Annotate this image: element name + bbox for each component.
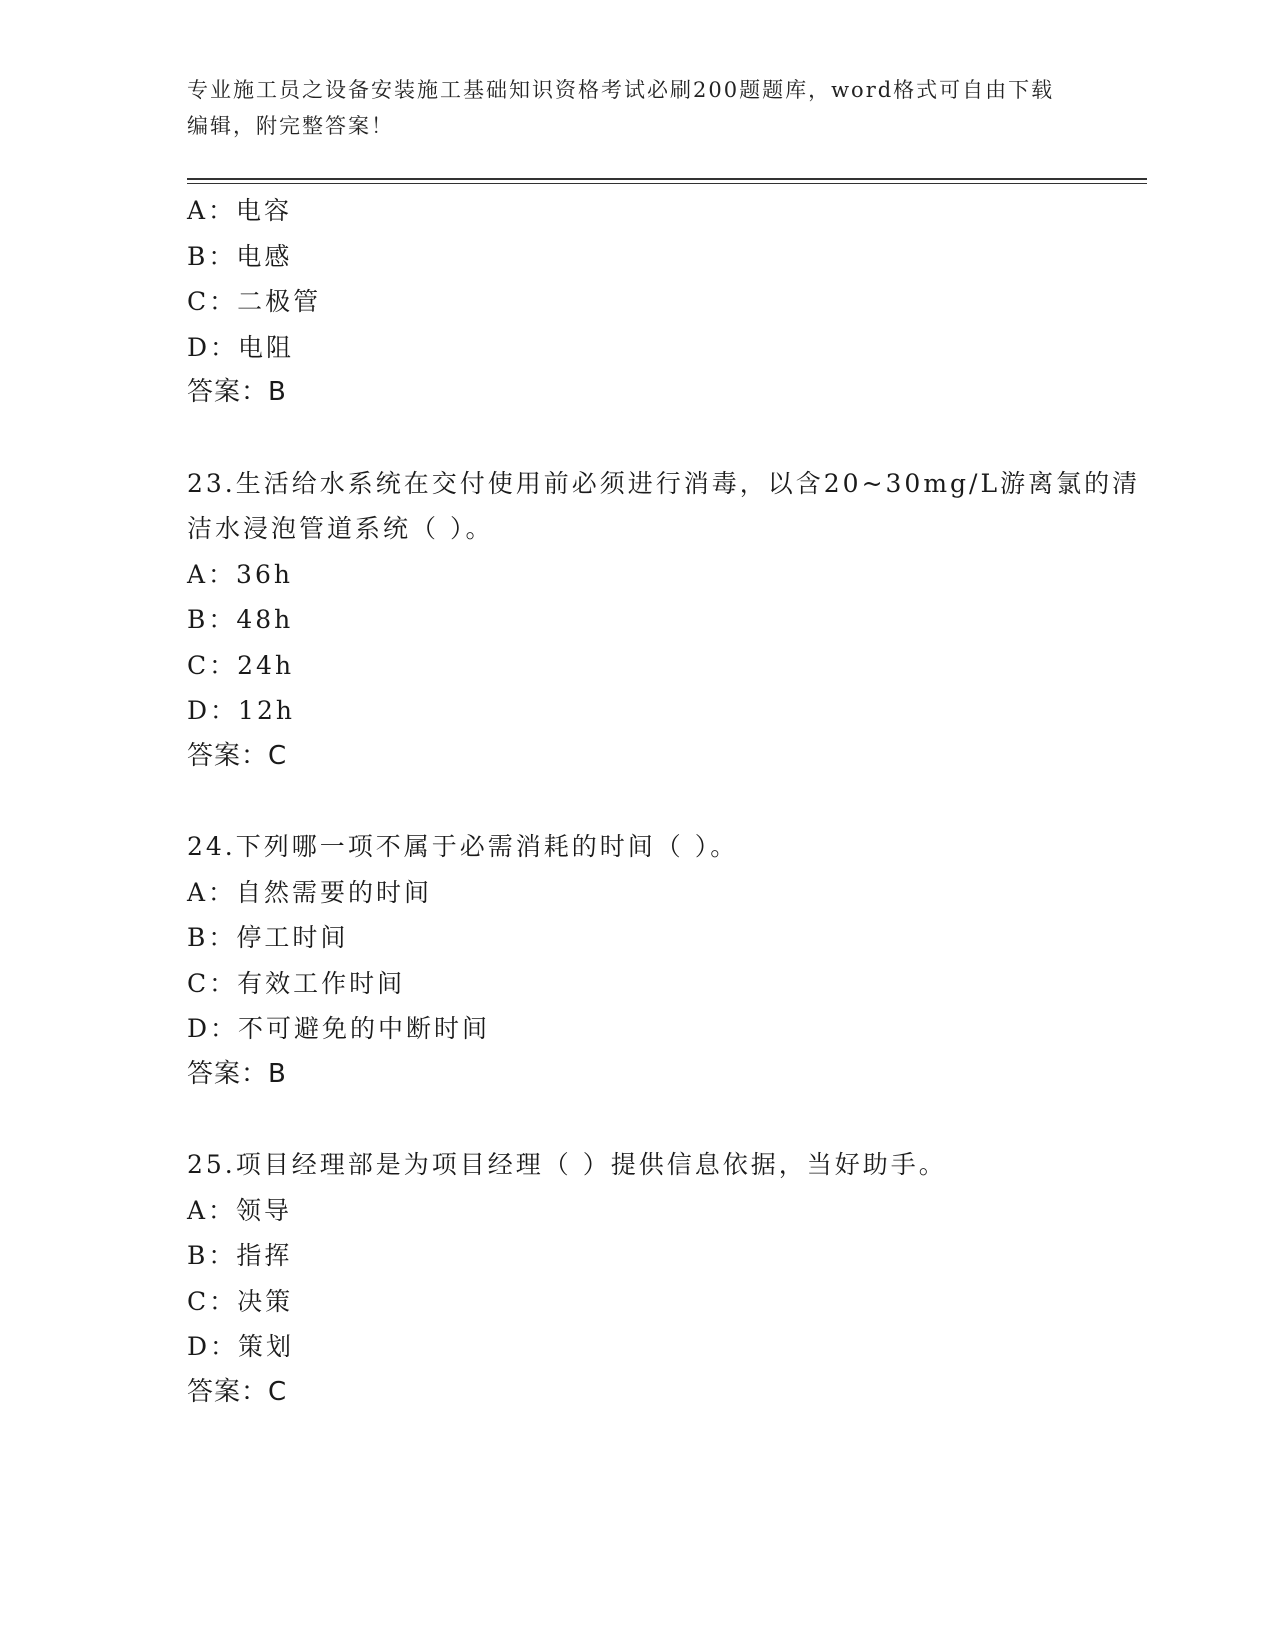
option-d: D：策划 xyxy=(187,1332,295,1361)
question-22-remainder xyxy=(187,188,1147,416)
question-23 xyxy=(187,461,1147,780)
answer: 答案：C xyxy=(187,740,288,771)
option-d: D：12h xyxy=(187,696,295,725)
document-body xyxy=(187,188,1147,1415)
question-text: 24.下列哪一项不属于必需消耗的时间（ ）。 xyxy=(187,832,739,861)
option-b: B：电感 xyxy=(187,241,293,271)
question-25 xyxy=(187,1142,1147,1415)
option-b: B：停工时间 xyxy=(187,923,349,952)
question-text: 23.生活给水系统在交付使用前必须进行消毒，以含20~30mg/L游离氯的清洁水浸泡管道系统（ ）。 xyxy=(187,468,1141,543)
option-a: A：自然需要的时间 xyxy=(187,877,433,907)
question-24 xyxy=(187,824,1147,1097)
answer: 答案：B xyxy=(187,377,287,407)
answer: 答案：C xyxy=(187,1376,288,1407)
answer: 答案：B xyxy=(187,1058,287,1089)
question-text: 25.项目经理部是为项目经理（ ）提供信息依据，当好助手。 xyxy=(187,1150,947,1179)
option-d: D：电阻 xyxy=(187,332,295,362)
option-d: D：不可避免的中断时间 xyxy=(187,1014,491,1043)
option-a: A：36h xyxy=(187,559,293,589)
option-c: C：24h xyxy=(187,650,295,680)
option-c: C：决策 xyxy=(187,1286,294,1316)
option-c: C：有效工作时间 xyxy=(187,968,406,998)
option-c: C：二极管 xyxy=(187,287,322,316)
option-b: B：指挥 xyxy=(187,1241,293,1270)
header-divider xyxy=(187,178,1147,184)
option-a: A：领导 xyxy=(187,1195,293,1225)
document-header: 专业施工员之设备安装施工基础知识资格考试必刷200题题库，word格式可自由下载编辑，附完整答案！ xyxy=(187,78,1055,138)
option-a: A：电容 xyxy=(187,196,293,225)
option-b: B：48h xyxy=(187,605,294,634)
